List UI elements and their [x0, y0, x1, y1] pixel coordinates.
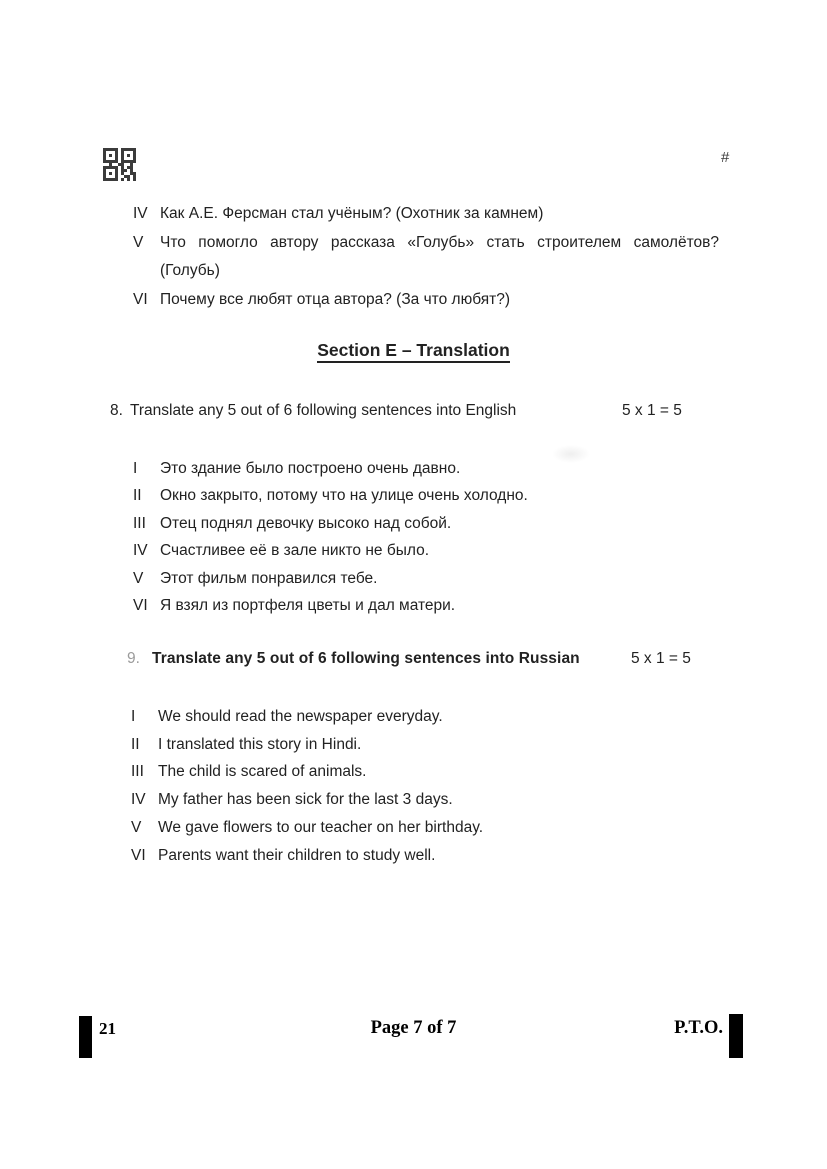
item-text: Счастливее её в зале никто не было.	[160, 542, 429, 560]
item-roman-numeral: II	[133, 487, 142, 505]
question9-item-list	[131, 703, 717, 869]
item-roman-numeral: II	[131, 735, 140, 753]
question-sub-item	[133, 565, 719, 592]
section-heading-text: Section E – Translation	[317, 340, 510, 363]
item-text: Я взял из портфеля цветы и дал матери.	[160, 597, 456, 615]
item-text: The child is scared of animals.	[158, 763, 367, 781]
item-roman-numeral: I	[133, 460, 138, 477]
footer-pto-label: P.T.O.	[674, 1018, 723, 1038]
footer-paper-code: 21	[99, 1019, 116, 1038]
item-roman-numeral: VI	[133, 597, 148, 615]
question-sub-item	[133, 200, 719, 229]
previous-question-continuation-list	[133, 200, 719, 314]
item-roman-numeral: IV	[133, 542, 148, 560]
question-sub-item	[131, 814, 717, 842]
item-text: Отец поднял девочку высоко над собой.	[160, 514, 452, 532]
question-sub-item	[133, 229, 719, 286]
question9-marks: 5 x 1 = 5	[631, 650, 691, 667]
item-text: I translated this story in Hindi.	[158, 735, 362, 753]
footer-page-indicator: Page 7 of 7	[370, 1018, 457, 1038]
item-roman-numeral: I	[131, 708, 136, 725]
item-text: We gave flowers to our teacher on her birthday.	[158, 818, 484, 836]
question9-number: 9.	[127, 650, 140, 667]
question-sub-item	[131, 731, 717, 759]
item-roman-numeral: V	[133, 233, 144, 251]
item-roman-numeral: VI	[133, 290, 148, 308]
question9-prompt: Translate any 5 out of 6 following sentences into Russian	[152, 650, 580, 667]
item-text: Что помогло автору рассказа «Голубь» стать строителем самолётов? (Голубь)	[160, 233, 719, 280]
item-roman-numeral: V	[133, 569, 144, 587]
question-sub-item	[131, 758, 717, 786]
item-roman-numeral: III	[133, 514, 146, 532]
corner-hash-mark: #	[721, 149, 730, 166]
question-sub-item	[133, 455, 719, 482]
question-sub-item	[133, 510, 719, 537]
question-sub-item	[131, 786, 717, 814]
question-sub-item	[131, 703, 717, 731]
item-roman-numeral: IV	[133, 205, 148, 222]
question-sub-item	[133, 482, 719, 509]
question8-item-list	[133, 455, 719, 619]
question-sub-item	[133, 537, 719, 564]
question-sub-item	[133, 286, 719, 315]
question8-prompt: Translate any 5 out of 6 following sentences into English	[130, 402, 517, 419]
question8-marks: 5 x 1 = 5	[622, 402, 682, 419]
section-heading	[0, 340, 827, 361]
item-roman-numeral: IV	[131, 791, 146, 809]
question8-number: 8.	[110, 402, 123, 419]
item-text: We should read the newspaper everyday.	[158, 708, 443, 725]
item-text: Окно закрыто, потому что на улице очень холодно.	[160, 487, 528, 505]
question9-header	[0, 650, 827, 672]
qr-code-icon	[103, 148, 136, 181]
question-sub-item	[133, 592, 719, 619]
item-roman-numeral: VI	[131, 846, 146, 864]
footer-right-bar	[729, 1014, 743, 1058]
item-text: Этот фильм понравился тебе.	[160, 569, 378, 587]
item-text: Как А.Е. Ферсман стал учёным? (Охотник за камнем)	[160, 205, 544, 222]
item-roman-numeral: V	[131, 818, 142, 836]
item-text: Parents want their children to study well.	[158, 846, 436, 864]
question8-header	[0, 402, 827, 424]
item-text: Это здание было построено очень давно.	[160, 460, 461, 477]
question-sub-item	[131, 842, 717, 870]
item-text: My father has been sick for the last 3 days.	[158, 791, 453, 809]
item-roman-numeral: III	[131, 763, 144, 781]
item-text: Почему все любят отца автора? (За что любят?)	[160, 290, 511, 308]
